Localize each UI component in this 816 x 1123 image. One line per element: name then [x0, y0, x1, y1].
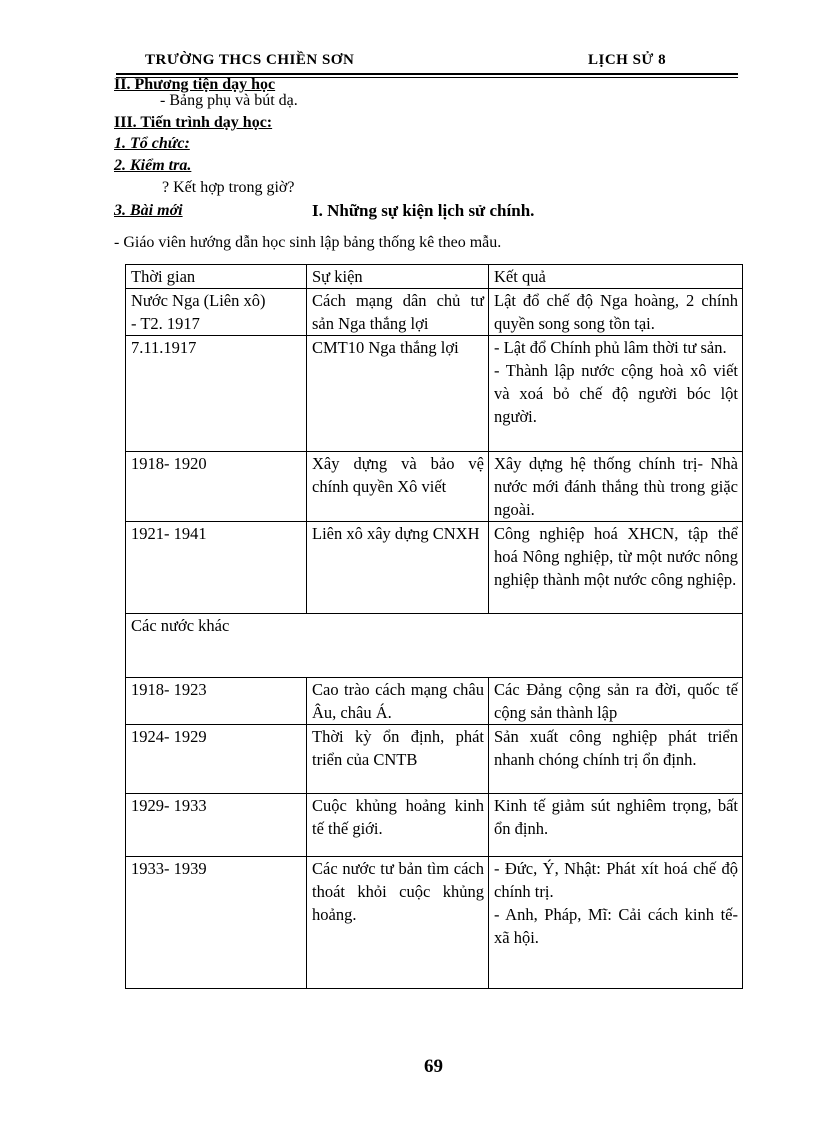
cell-result: Công nghiệp hoá XHCN, tập thể hoá Nông nghiệp, từ một nước nông nghiệp thành một nước công nghiệp. [489, 522, 743, 614]
header-event: Sự kiện [307, 265, 489, 289]
table-header-row [126, 265, 743, 289]
main-heading: I. Những sự kiện lịch sử chính. [312, 201, 535, 220]
cell-event: Cao trào cách mạng châu Âu, châu Á. [307, 678, 489, 725]
cell-result: Xây dựng hệ thống chính trị- Nhà nước mới đánh thắng thù trong giặc ngoài. [489, 452, 743, 522]
cell-event: Cuộc khủng hoảng kinh tế thế giới. [307, 794, 489, 857]
cell-time: Nước Nga (Liên xô) - T2. 1917 [126, 289, 307, 336]
cell-time: 1933- 1939 [126, 857, 307, 989]
cell-time: 1918- 1923 [126, 678, 307, 725]
table-row [126, 336, 743, 452]
cell-result: - Đức, Ý, Nhật: Phát xít hoá chế độ chính trị. - Anh, Pháp, Mĩ: Cải cách kinh tế- xã hội. [489, 857, 743, 989]
cell-event: Cách mạng dân chủ tư sản Nga thắng lợi [307, 289, 489, 336]
cell-result: Sản xuất công nghiệp phát triển nhanh chóng chính trị ổn định. [489, 725, 743, 794]
section-2-item: - Bảng phụ và bút dạ. [160, 92, 298, 109]
table-row [126, 678, 743, 725]
cell-result: Các Đảng cộng sản ra đời, quốc tế cộng sản thành lập [489, 678, 743, 725]
section-3-3: 3. Bài mới [114, 202, 183, 219]
section-3-title: III. Tiến trình dạy học: [114, 114, 273, 131]
cell-event: CMT10 Nga thắng lợi [307, 336, 489, 452]
header-rule-thick [116, 73, 738, 75]
cell-result: Lật đổ chế độ Nga hoàng, 2 chính quyền song song tồn tại. [489, 289, 743, 336]
table-row [126, 857, 743, 989]
table-row [126, 289, 743, 336]
cell-event: Thời kỳ ổn định, phát triển của CNTB [307, 725, 489, 794]
table-row [126, 794, 743, 857]
table-row [126, 725, 743, 794]
cell-result: Kinh tế giảm sút nghiêm trọng, bất ổn định. [489, 794, 743, 857]
cell-time: 1929- 1933 [126, 794, 307, 857]
cell-event: Xây dựng và bảo vệ chính quyền Xô viết [307, 452, 489, 522]
header-result: Kết quả [489, 265, 743, 289]
events-table [125, 264, 743, 989]
table-row [126, 452, 743, 522]
section-2-title: II. Phương tiện dạy học [114, 76, 276, 93]
cell-event: Liên xô xây dựng CNXH [307, 522, 489, 614]
cell-other-countries: Các nước khác [126, 614, 743, 678]
cell-result: - Lật đổ Chính phủ lâm thời tư sản. - Thành lập nước cộng hoà xô viết và xoá bỏ chế độ người bóc lột người. [489, 336, 743, 452]
cell-event: Các nước tư bản tìm cách thoát khỏi cuộc khủng hoảng. [307, 857, 489, 989]
section-3-1: 1. Tổ chức: [114, 135, 190, 152]
header-school: TRƯỜNG THCS CHIỀN SƠN [145, 52, 355, 68]
cell-time: 1921- 1941 [126, 522, 307, 614]
header-time: Thời gian [126, 265, 307, 289]
table-group-row [126, 614, 743, 678]
header-subject: LỊCH SỬ 8 [588, 52, 667, 68]
cell-time: 1924- 1929 [126, 725, 307, 794]
page-number: 69 [424, 1056, 443, 1077]
cell-time: 7.11.1917 [126, 336, 307, 452]
section-3-2: 2. Kiểm tra. [114, 157, 192, 174]
table-row [126, 522, 743, 614]
cell-time: 1918- 1920 [126, 452, 307, 522]
section-3-2-item: ? Kết hợp trong giờ? [162, 179, 295, 196]
intro-text: - Giáo viên hướng dẫn học sinh lập bảng thống kê theo mẫu. [114, 234, 502, 251]
